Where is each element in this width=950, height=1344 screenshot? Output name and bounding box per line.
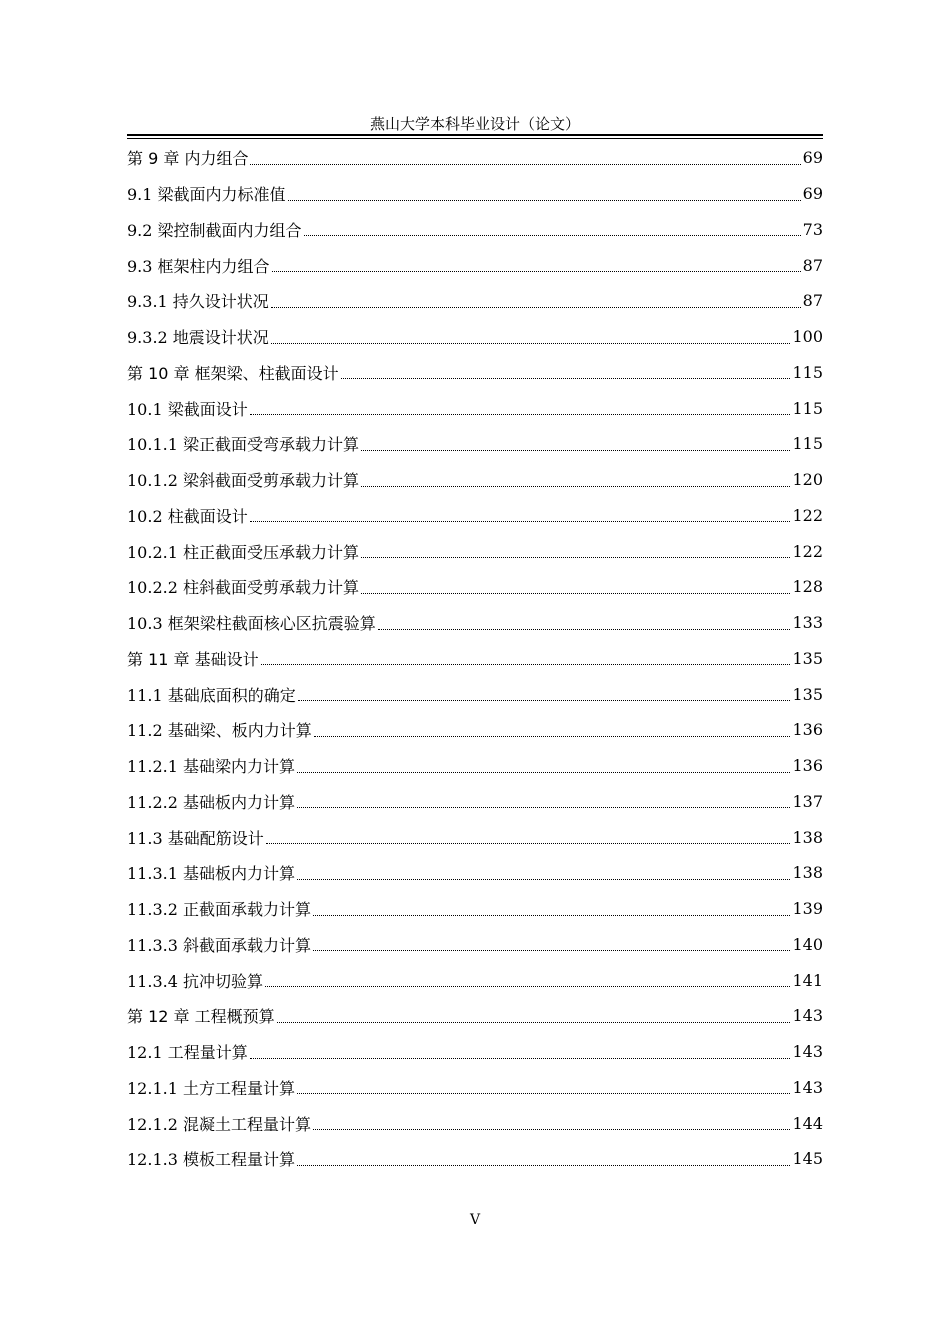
toc-entry-page: 115 [792, 434, 823, 454]
toc-entry-title: 12.1.1 土方工程量计算 [127, 1078, 295, 1098]
toc-entry[interactable] [127, 569, 823, 605]
toc-leader-dots [298, 699, 791, 701]
toc-entry-page: 144 [792, 1113, 823, 1133]
toc-leader-dots [297, 771, 790, 773]
toc-leader-dots [261, 663, 791, 665]
toc-entry-page: 69 [802, 184, 823, 204]
toc-entry[interactable] [127, 676, 823, 712]
toc-entry[interactable] [127, 1034, 823, 1070]
toc-entry-page: 87 [802, 291, 823, 311]
toc-leader-dots [297, 878, 790, 880]
toc-entry-page: 87 [802, 255, 823, 275]
toc-entry-title: 10.2.1 柱正截面受压承载力计算 [127, 542, 359, 562]
toc-entry[interactable] [127, 462, 823, 498]
toc-entry-title: 10.2 柱截面设计 [127, 506, 248, 526]
toc-entry[interactable] [127, 319, 823, 355]
toc-leader-dots [250, 163, 800, 165]
toc-entry[interactable] [127, 962, 823, 998]
toc-leader-dots [297, 1092, 790, 1094]
toc-entry-page: 133 [792, 613, 823, 633]
toc-leader-dots [277, 1021, 791, 1023]
toc-entry[interactable] [127, 247, 823, 283]
toc-leader-dots [314, 735, 791, 737]
toc-chapter-entry[interactable] [127, 998, 823, 1034]
toc-leader-dots [361, 485, 790, 487]
toc-entry[interactable] [127, 212, 823, 248]
toc-entry[interactable] [127, 927, 823, 963]
toc-entry-page: 122 [792, 505, 823, 525]
toc-entry[interactable] [127, 712, 823, 748]
toc-entry-title: 11.2 基础梁、板内力计算 [127, 721, 312, 741]
toc-entry-page: 135 [792, 684, 823, 704]
toc-entry-page: 145 [792, 1149, 823, 1169]
toc-leader-dots [297, 806, 790, 808]
toc-entry-page: 120 [792, 470, 823, 490]
toc-entry-page: 73 [802, 219, 823, 239]
toc-entry-title: 11.3 基础配筋设计 [127, 828, 264, 848]
toc-entry-title: 9.3 框架柱内力组合 [127, 256, 270, 276]
toc-leader-dots [272, 270, 801, 272]
toc-leader-dots [313, 949, 790, 951]
toc-entry[interactable] [127, 605, 823, 641]
toc-entry-page: 115 [792, 398, 823, 418]
toc-entry[interactable] [127, 498, 823, 534]
toc-entry[interactable] [127, 390, 823, 426]
toc-entry-title: 9.1 梁截面内力标准值 [127, 185, 286, 205]
toc-entry[interactable] [127, 426, 823, 462]
toc-entry[interactable] [127, 533, 823, 569]
toc-entry-page: 143 [792, 1006, 823, 1026]
toc-entry-title: 12.1.3 模板工程量计算 [127, 1150, 295, 1170]
toc-entry-page: 139 [792, 899, 823, 919]
toc-entry-page: 100 [792, 327, 823, 347]
toc-leader-dots [288, 199, 801, 201]
toc-leader-dots [297, 1164, 790, 1166]
toc-entry-title: 11.3.4 抗冲切验算 [127, 971, 263, 991]
toc-leader-dots [250, 520, 791, 522]
toc-entry-title: 11.2.1 基础梁内力计算 [127, 757, 295, 777]
page-number: V [469, 1212, 481, 1228]
toc-leader-dots [271, 342, 791, 344]
table-of-contents [127, 140, 823, 1177]
toc-leader-dots [341, 377, 791, 379]
toc-entry[interactable] [127, 1141, 823, 1177]
toc-entry[interactable] [127, 748, 823, 784]
toc-entry-title: 10.1 梁截面设计 [127, 399, 248, 419]
toc-entry-title: 第 12 章 工程概预算 [127, 1007, 275, 1027]
toc-entry[interactable] [127, 819, 823, 855]
toc-chapter-entry[interactable] [127, 355, 823, 391]
toc-leader-dots [361, 556, 790, 558]
toc-entry-title: 10.1.1 梁正截面受弯承载力计算 [127, 435, 359, 455]
toc-chapter-entry[interactable] [127, 140, 823, 176]
toc-entry-page: 140 [792, 934, 823, 954]
toc-entry-title: 11.1 基础底面积的确定 [127, 685, 296, 705]
toc-entry[interactable] [127, 1070, 823, 1106]
toc-leader-dots [250, 1057, 791, 1059]
toc-entry[interactable] [127, 283, 823, 319]
toc-leader-dots [313, 914, 790, 916]
toc-entry-page: 69 [802, 148, 823, 168]
toc-entry-page: 128 [792, 577, 823, 597]
toc-entry-title: 12.1 工程量计算 [127, 1043, 248, 1063]
toc-entry-title: 12.1.2 混凝土工程量计算 [127, 1114, 311, 1134]
toc-entry-title: 9.2 梁控制截面内力组合 [127, 220, 302, 240]
toc-entry-page: 141 [792, 970, 823, 990]
toc-leader-dots [313, 1128, 790, 1130]
toc-entry-page: 138 [792, 863, 823, 883]
toc-entry-page: 136 [792, 720, 823, 740]
header-rule-thick [127, 134, 823, 136]
toc-entry-page: 143 [792, 1042, 823, 1062]
toc-entry[interactable] [127, 1105, 823, 1141]
toc-chapter-entry[interactable] [127, 641, 823, 677]
toc-entry-page: 115 [792, 362, 823, 382]
header-rule-thin [127, 138, 823, 139]
toc-leader-dots [378, 628, 791, 630]
toc-entry-title: 11.3.2 正截面承载力计算 [127, 900, 311, 920]
toc-entry-title: 10.1.2 梁斜截面受剪承载力计算 [127, 471, 359, 491]
toc-entry-title: 第 10 章 框架梁、柱截面设计 [127, 363, 339, 383]
toc-entry-title: 9.3.1 持久设计状况 [127, 292, 269, 312]
toc-entry-page: 137 [792, 791, 823, 811]
toc-entry-page: 135 [792, 648, 823, 668]
toc-entry[interactable] [127, 784, 823, 820]
toc-leader-dots [271, 306, 801, 308]
toc-entry[interactable] [127, 176, 823, 212]
toc-leader-dots [250, 413, 791, 415]
toc-entry-title: 11.3.1 基础板内力计算 [127, 864, 295, 884]
toc-leader-dots [361, 592, 790, 594]
toc-leader-dots [304, 234, 801, 236]
toc-entry-title: 第 9 章 内力组合 [127, 149, 249, 169]
toc-entry-title: 第 11 章 基础设计 [127, 649, 259, 669]
toc-entry-page: 143 [792, 1077, 823, 1097]
toc-leader-dots [266, 842, 791, 844]
toc-entry-title: 10.2.2 柱斜截面受剪承载力计算 [127, 578, 359, 598]
toc-entry-title: 10.3 框架梁柱截面核心区抗震验算 [127, 614, 376, 634]
toc-entry-title: 11.3.3 斜截面承载力计算 [127, 935, 311, 955]
toc-leader-dots [265, 985, 790, 987]
toc-entry[interactable] [127, 855, 823, 891]
toc-entry-page: 136 [792, 756, 823, 776]
toc-leader-dots [361, 449, 790, 451]
toc-entry-title: 9.3.2 地震设计状况 [127, 328, 269, 348]
toc-entry-page: 122 [792, 541, 823, 561]
toc-entry[interactable] [127, 891, 823, 927]
toc-entry-page: 138 [792, 827, 823, 847]
page-header: 燕山大学本科毕业设计（论文） [369, 115, 580, 133]
toc-entry-title: 11.2.2 基础板内力计算 [127, 792, 295, 812]
